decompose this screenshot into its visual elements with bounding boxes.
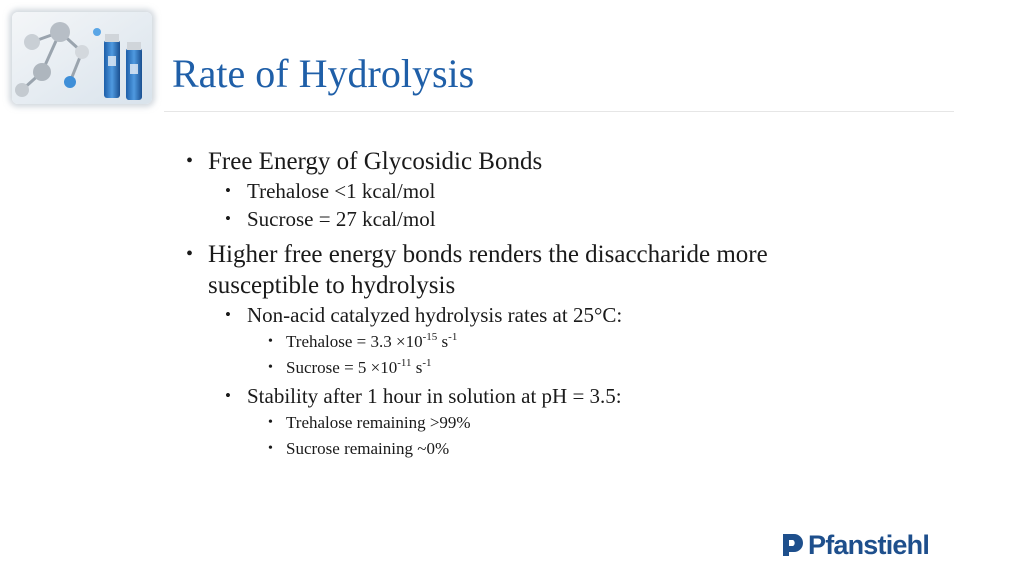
bullet-glyph: •: [225, 305, 231, 324]
rate-unit: s: [411, 358, 423, 377]
bullet-glyph: •: [186, 243, 194, 265]
bullet-text: Higher free energy bonds renders the disaccharide more susceptible to hydrolysis: [208, 241, 768, 299]
bullet-glyph: •: [268, 441, 273, 456]
slide-title: Rate of Hydrolysis: [172, 51, 475, 96]
bullet-text: Sucrose = 27 kcal/mol: [247, 207, 436, 231]
rate-prefix: Trehalose = 3.3 ×10: [286, 332, 423, 351]
rate-prefix: Sucrose = 5 ×10: [286, 358, 398, 377]
bullet-glyph: •: [225, 209, 231, 228]
bullet-trehalose-rate: [268, 329, 846, 355]
bullet-glyph: •: [268, 334, 273, 349]
bullet-stability: [225, 382, 846, 410]
bullet-trehalose-energy: [225, 177, 846, 205]
bullet-higher-free-energy: [186, 239, 846, 301]
logo-mark-icon: [780, 532, 804, 558]
bullet-glyph: •: [268, 360, 273, 375]
title-divider: [164, 111, 954, 112]
bullet-text: Free Energy of Glycosidic Bonds: [208, 148, 543, 175]
bullet-text: Trehalose remaining >99%: [286, 413, 471, 432]
unit-exponent: -1: [448, 331, 458, 343]
bullet-text: Non-acid catalyzed hydrolysis rates at 25°C:: [247, 303, 623, 327]
bullet-text: Trehalose <1 kcal/mol: [247, 179, 436, 203]
logo-wordmark: Pfanstiehl: [808, 530, 930, 560]
bullet-glyph: •: [225, 386, 231, 405]
bullet-hydrolysis-rates: [225, 301, 846, 329]
bullet-text: [286, 332, 457, 351]
unit-exponent: -1: [422, 357, 432, 369]
pfanstiehl-logo: [780, 530, 929, 560]
bullet-list: [186, 146, 846, 462]
bullet-sucrose-remaining: [268, 436, 846, 462]
bullet-text: Stability after 1 hour in solution at pH = 3.5:: [247, 384, 622, 408]
bullet-text: Sucrose remaining ~0%: [286, 439, 450, 458]
bullet-sucrose-rate: [268, 355, 846, 381]
bullet-free-energy: [186, 146, 846, 177]
bullet-glyph: •: [225, 181, 231, 200]
rate-unit: s: [437, 332, 449, 351]
molecule-vials-image: [12, 12, 152, 104]
bullet-glyph: •: [186, 150, 194, 172]
corner-photo-molecule-vials: [12, 12, 152, 104]
bullet-sucrose-energy: [225, 205, 846, 233]
rate-exponent: -11: [397, 357, 412, 369]
rate-exponent: -15: [422, 331, 438, 343]
bullet-trehalose-remaining: [268, 410, 846, 436]
bullet-glyph: •: [268, 415, 273, 430]
bullet-text: [286, 358, 432, 377]
